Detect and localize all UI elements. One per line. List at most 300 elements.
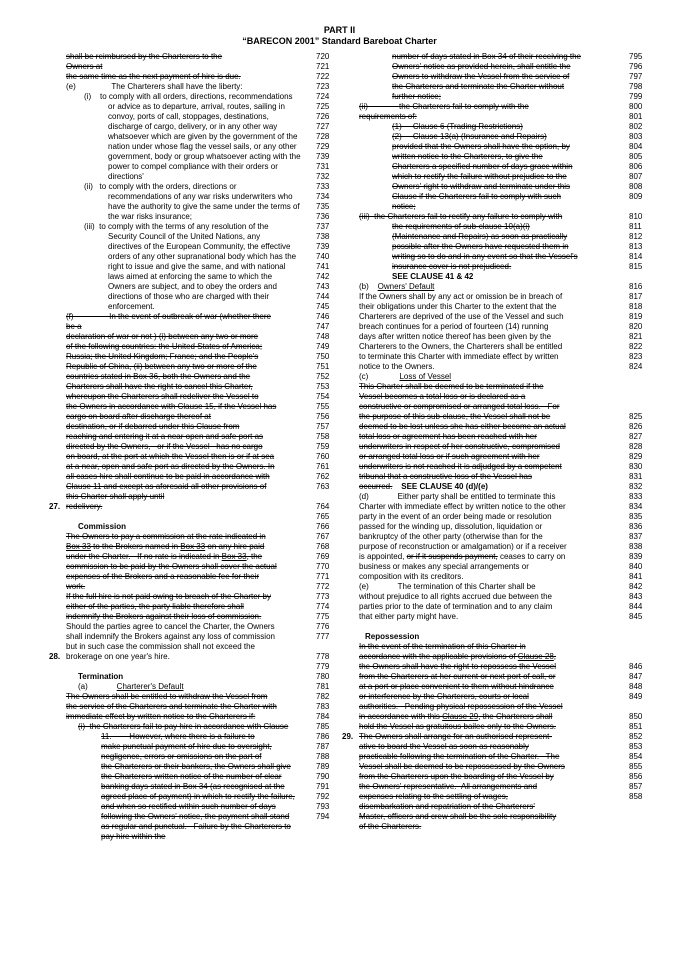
doc-line xyxy=(66,462,334,472)
doc-line xyxy=(66,192,334,202)
doc-line xyxy=(66,732,334,742)
line-text: work. xyxy=(66,582,86,591)
doc-line xyxy=(66,112,334,122)
line-number: 835 xyxy=(629,512,643,521)
line-number: 735 xyxy=(316,202,330,211)
doc-line xyxy=(66,312,334,322)
doc-line xyxy=(359,632,651,642)
line-number: 721 xyxy=(316,62,330,71)
charter-title: “BARECON 2001” Standard Bareboat Charter xyxy=(242,36,437,46)
doc-line xyxy=(359,512,651,522)
line-number: 775 xyxy=(316,612,330,621)
line-number: 795 xyxy=(629,52,643,61)
line-text: that either party might have. xyxy=(359,612,459,621)
line-text: Owners' right to withdraw and terminate under this xyxy=(392,182,571,191)
line-number: 774 xyxy=(316,602,330,611)
line-number: 785 xyxy=(316,722,330,731)
doc-line xyxy=(66,472,334,482)
line-text: government, body or group whatsoever acting with the xyxy=(108,152,301,161)
line-text: Box 33 to the Brokers named in Box 33 on any hire paid xyxy=(66,542,265,551)
doc-line xyxy=(359,272,651,282)
doc-line xyxy=(359,62,651,72)
line-text: (b) Owners' Default xyxy=(359,282,435,291)
doc-line xyxy=(66,672,334,682)
doc-line xyxy=(49,502,334,512)
line-number: 849 xyxy=(629,692,643,701)
doc-line xyxy=(359,652,651,662)
line-number: 744 xyxy=(316,292,330,301)
doc-line xyxy=(359,662,651,672)
doc-line xyxy=(359,332,651,342)
doc-line xyxy=(66,592,334,602)
doc-line xyxy=(66,792,334,802)
line-text: constructive or compromised or arranged total loss. For xyxy=(359,402,560,411)
line-text: further notice; xyxy=(392,92,441,101)
line-number: 852 xyxy=(629,732,643,741)
line-number: 829 xyxy=(629,452,643,461)
line-number: 833 xyxy=(629,492,643,501)
line-text: Russia; the United Kingdom; France; and the People's xyxy=(66,352,259,361)
line-text: (Maintenance and Repairs) as soon as practically xyxy=(392,232,568,241)
line-number: 840 xyxy=(629,562,643,571)
line-text: writing so to do and in any event so that the Vessel's xyxy=(392,252,578,261)
doc-line xyxy=(359,472,651,482)
clause-number: 29. xyxy=(342,732,354,741)
line-text: brokerage on one year's hire. xyxy=(66,652,170,661)
doc-line xyxy=(359,752,651,762)
doc-line xyxy=(359,72,651,82)
clause-number: 28. xyxy=(49,652,61,661)
doc-line xyxy=(66,212,334,222)
doc-line xyxy=(359,682,651,692)
line-number: 857 xyxy=(629,782,643,791)
line-text: (1) Clause 6 (Trading Restrictions) xyxy=(392,122,523,131)
line-number: 780 xyxy=(316,672,330,681)
line-text: tribunal that a constructive loss of the Vessel has xyxy=(359,472,532,481)
line-number: 742 xyxy=(316,272,330,281)
line-text: provided that the Owners shall have the option, by xyxy=(392,142,570,151)
line-number: 758 xyxy=(316,432,330,441)
doc-line xyxy=(359,492,651,502)
doc-line xyxy=(359,622,651,632)
line-number: 778 xyxy=(316,652,330,661)
line-text: this Charter shall apply until xyxy=(66,492,165,501)
line-number: 819 xyxy=(629,312,643,321)
line-number: 753 xyxy=(316,382,330,391)
doc-line xyxy=(359,82,651,92)
doc-line xyxy=(359,822,651,832)
line-number: 838 xyxy=(629,542,643,551)
line-number: 731 xyxy=(316,162,330,171)
line-text: possible after the Owners have requested them in xyxy=(392,242,569,251)
doc-line xyxy=(359,432,651,442)
line-text: convoy, ports of call, stoppages, destinations, xyxy=(108,112,269,121)
line-text: notice; xyxy=(392,202,416,211)
doc-line xyxy=(66,612,334,622)
line-number: 797 xyxy=(629,72,643,81)
line-text: Charterers shall have the right to cancel this Charter, xyxy=(66,382,253,391)
line-number: 801 xyxy=(629,112,643,121)
line-text: The Owners shall be entitled to withdraw the Vessel from xyxy=(66,692,268,701)
line-text: (e) The termination of this Charter shall be xyxy=(359,582,536,591)
doc-line xyxy=(66,272,334,282)
doc-line xyxy=(359,342,651,352)
doc-line xyxy=(359,142,651,152)
line-text: business or makes any special arrangements or xyxy=(359,562,529,571)
line-number: 724 xyxy=(316,92,330,101)
doc-line xyxy=(66,432,334,442)
doc-line xyxy=(359,462,651,472)
doc-line xyxy=(66,742,334,752)
line-text: without prejudice to all rights accrued due between the xyxy=(359,592,553,601)
line-text: breach continues for a period of fourteen (14) running xyxy=(359,322,549,331)
doc-line xyxy=(66,622,334,632)
doc-line xyxy=(66,552,334,562)
doc-line xyxy=(66,572,334,582)
line-text: following the Owners' notice, the payment shall stand xyxy=(101,812,290,821)
line-number: 793 xyxy=(316,802,330,811)
line-number: 830 xyxy=(629,462,643,471)
line-text: the requirements of sub-clause 10(a)(i) xyxy=(392,222,530,231)
line-text: countries stated in Box 36, both the Owners and the xyxy=(66,372,251,381)
line-number: 760 xyxy=(316,452,330,461)
line-number: 796 xyxy=(629,62,643,71)
doc-line xyxy=(359,112,651,122)
doc-line xyxy=(359,262,651,272)
line-text: the service of the Charterers and terminate the Charter with xyxy=(66,702,277,711)
line-number: 743 xyxy=(316,282,330,291)
line-number: 738 xyxy=(316,232,330,241)
line-text: (i) to comply with all orders, directions, recommendations xyxy=(84,92,293,101)
line-text: orders of any other supranational body which has the xyxy=(108,252,297,261)
line-number: 817 xyxy=(629,292,643,301)
line-text: in accordance with this Clause 29, the Charterers shall xyxy=(359,712,553,721)
line-text: right to issue and give the same, and with national xyxy=(108,262,286,271)
line-text: the Charterers or their bankers, the Owners shall give xyxy=(101,762,291,771)
line-text: (e) The Charterers shall have the liberty: xyxy=(66,82,243,91)
doc-line xyxy=(66,122,334,132)
line-text: indemnify the Brokers against their loss of commission. xyxy=(66,612,262,621)
line-number: 761 xyxy=(316,462,330,471)
line-text: or interference by the Charterers, courts or local xyxy=(359,692,529,701)
line-number: 720 xyxy=(316,52,330,61)
doc-line xyxy=(66,352,334,362)
doc-line xyxy=(359,402,651,412)
line-text: authorities. Pending physical repossession of the Vessel xyxy=(359,702,563,711)
line-number: 791 xyxy=(316,782,330,791)
line-text: hold the Vessel as gratuitous bailee only to the Owners. xyxy=(359,722,557,731)
doc-line xyxy=(359,172,651,182)
doc-line xyxy=(66,372,334,382)
line-number: 845 xyxy=(629,612,643,621)
line-text: is appointed, or if it suspends payment, ceases to carry on xyxy=(359,552,566,561)
doc-line xyxy=(66,222,334,232)
line-number: 856 xyxy=(629,772,643,781)
doc-line xyxy=(66,682,334,692)
doc-line xyxy=(66,822,334,832)
doc-line xyxy=(359,562,651,572)
doc-line xyxy=(359,192,651,202)
line-text: make punctual payment of hire due to oversight, xyxy=(101,742,272,751)
line-text: the Owners in accordance with Clause 15, if the Vessel has xyxy=(66,402,277,411)
line-text: on board, at the port at which the Vessel then is or if at sea xyxy=(66,452,275,461)
line-number: 768 xyxy=(316,542,330,551)
line-text: at a near, open and safe port as directed by the Owners. In xyxy=(66,462,275,471)
line-number: 748 xyxy=(316,332,330,341)
line-text: Charterers are deprived of the use of the Vessel and such xyxy=(359,312,564,321)
line-number: 767 xyxy=(316,532,330,541)
line-text: or arranged total loss or if such agreement with her xyxy=(359,452,540,461)
line-text: (iii) to comply with the terms of any resolution of the xyxy=(84,222,269,231)
line-text: nation under whose flag the vessel sails, or any other xyxy=(108,142,297,151)
line-text: be a xyxy=(66,322,82,331)
line-number: 826 xyxy=(629,422,643,431)
line-number: 784 xyxy=(316,712,330,721)
line-number: 808 xyxy=(629,182,643,191)
line-number: 746 xyxy=(316,312,330,321)
line-number: 844 xyxy=(629,602,643,611)
line-number: 762 xyxy=(316,472,330,481)
line-text: Security Council of the United Nations, any xyxy=(108,232,261,241)
doc-line xyxy=(66,782,334,792)
line-text: This Charter shall be deemed to be terminated if the xyxy=(359,382,544,391)
doc-line xyxy=(66,752,334,762)
line-text: which to rectify the failure without prejudice to the xyxy=(392,172,567,181)
line-text: from the Charterers at her current or next port of call, or xyxy=(359,672,556,681)
line-text: underwriters is not reached it is adjudged by a competent xyxy=(359,462,562,471)
doc-line xyxy=(359,312,651,322)
line-text: laws aimed at enforcing the same to which the xyxy=(108,272,273,281)
line-number: 802 xyxy=(629,122,643,131)
line-number: 822 xyxy=(629,342,643,351)
doc-line xyxy=(66,322,334,332)
line-text: passed for the winding up, dissolution, liquidation or xyxy=(359,522,543,531)
line-text: banking days stated in Box 34 (as recognised at the xyxy=(101,782,285,791)
line-text: directed by the Owners, or if the Vessel has no cargo xyxy=(66,442,263,451)
line-text: the Charterers and terminate the Charter without xyxy=(392,82,565,91)
doc-line xyxy=(359,692,651,702)
doc-line xyxy=(66,632,334,642)
doc-line xyxy=(66,722,334,732)
line-number: 729 xyxy=(316,142,330,151)
doc-line xyxy=(359,182,651,192)
line-number: 750 xyxy=(316,352,330,361)
line-number: 740 xyxy=(316,252,330,261)
line-text: The Owners to pay a commission at the rate indicated in xyxy=(66,532,266,541)
line-number: 732 xyxy=(316,172,330,181)
clause-number: 27. xyxy=(49,502,61,511)
line-text: 11. However, where there is a failure to xyxy=(101,732,255,741)
line-number: 821 xyxy=(629,332,643,341)
line-number: 779 xyxy=(316,662,330,671)
line-number: 749 xyxy=(316,342,330,351)
right-column xyxy=(342,52,651,842)
line-text: Owners to withdraw the Vessel from the service of xyxy=(392,72,570,81)
line-text: declaration of war or not ) (i) between any two or more xyxy=(66,332,259,341)
doc-line xyxy=(66,482,334,492)
line-number: 811 xyxy=(629,222,642,231)
line-number: 783 xyxy=(316,702,330,711)
line-text: directions' xyxy=(108,172,144,181)
doc-line xyxy=(359,162,651,172)
doc-line xyxy=(359,52,651,62)
line-number: 809 xyxy=(629,192,643,201)
line-number: 739 xyxy=(316,152,330,161)
line-text: under the Charter. If no rate is indicated in Box 33, the xyxy=(66,552,263,561)
line-text: (i) the Charterers fail to pay hire in accordance with Clause xyxy=(78,722,289,731)
line-number: 843 xyxy=(629,592,643,601)
line-number: 764 xyxy=(316,502,330,511)
line-number: 799 xyxy=(629,92,643,101)
line-number: 813 xyxy=(629,242,643,251)
line-number: 765 xyxy=(316,512,330,521)
line-number: 831 xyxy=(629,472,643,481)
line-number: 847 xyxy=(629,672,643,681)
doc-line xyxy=(359,522,651,532)
doc-line xyxy=(359,452,651,462)
doc-line xyxy=(66,172,334,182)
doc-line xyxy=(359,792,651,802)
line-text: underwriters in respect of her constructive, compromised xyxy=(359,442,560,451)
line-number: 733 xyxy=(316,182,330,191)
doc-line xyxy=(359,232,651,242)
line-text: enforcement. xyxy=(108,302,155,311)
doc-line xyxy=(66,522,334,532)
line-text: If the full hire is not paid owing to breach of the Charter by xyxy=(66,592,272,601)
line-number: 772 xyxy=(316,582,330,591)
doc-line xyxy=(66,812,334,822)
line-number: 752 xyxy=(316,372,330,381)
line-text: Charterers to the Owners, the Charterers shall be entitled xyxy=(359,342,563,351)
doc-line xyxy=(359,102,651,112)
line-text: have the authority to give the same under the terms of xyxy=(108,202,300,211)
line-number: 751 xyxy=(316,362,330,371)
line-text: If the Owners shall by any act or omission be in breach of xyxy=(359,292,563,301)
doc-line xyxy=(342,732,651,742)
line-text: the Charterers written notice of the number of clear xyxy=(101,772,282,781)
line-number: 734 xyxy=(316,192,330,201)
doc-line xyxy=(359,712,651,722)
doc-line xyxy=(66,292,334,302)
doc-line xyxy=(66,442,334,452)
doc-line xyxy=(359,352,651,362)
line-number: 781 xyxy=(316,682,330,691)
doc-line xyxy=(359,422,651,432)
line-text: Republic of China, (ii) between any two or more of the xyxy=(66,362,257,371)
line-text: the same time as the next payment of hire is due. xyxy=(66,72,241,81)
doc-line xyxy=(359,572,651,582)
doc-line xyxy=(66,412,334,422)
line-number: 854 xyxy=(629,752,643,761)
doc-line xyxy=(66,702,334,712)
doc-line xyxy=(66,662,334,672)
doc-line xyxy=(359,222,651,232)
line-text: Owners at xyxy=(66,62,103,71)
line-text: (d) Either party shall be entitled to terminate this xyxy=(359,492,556,501)
line-number: 789 xyxy=(316,762,330,771)
line-number: 755 xyxy=(316,402,330,411)
line-text: from the Charterers upon the boarding of the Vessel by xyxy=(359,772,554,781)
doc-line xyxy=(359,482,651,492)
line-text: (iii) the Charterers fail to rectify any failure to comply with xyxy=(359,212,563,221)
line-text: destination, or if debarred under this Clause from xyxy=(66,422,240,431)
line-text: accordance with the applicable provisions of Clause 28, xyxy=(359,652,557,661)
doc-line xyxy=(66,232,334,242)
line-number: 803 xyxy=(629,132,643,141)
line-number: 766 xyxy=(316,522,330,531)
line-text: SEE CLAUSE 41 & 42 xyxy=(392,272,474,281)
line-text: at a port or place convenient to them without hindrance xyxy=(359,682,554,691)
line-text: Termination xyxy=(78,672,124,681)
line-number: 855 xyxy=(629,762,643,771)
doc-line xyxy=(66,832,334,842)
document-header xyxy=(0,0,679,47)
line-text: discharge of cargo, delivery, or in any other way xyxy=(108,122,278,131)
line-text: but in such case the commission shall not exceed the xyxy=(66,642,255,651)
line-number: 726 xyxy=(316,112,330,121)
line-number: 848 xyxy=(629,682,643,691)
line-text: Should the parties agree to cancel the Charter, the Owners xyxy=(66,622,275,631)
doc-line xyxy=(66,162,334,172)
line-text: either of the parties, the party liable therefore shall xyxy=(66,602,244,611)
line-number: 836 xyxy=(629,522,643,531)
doc-line xyxy=(66,52,334,62)
line-number: 823 xyxy=(629,352,643,361)
doc-line xyxy=(66,392,334,402)
doc-line xyxy=(359,412,651,422)
line-number: 828 xyxy=(629,442,643,451)
line-number: 776 xyxy=(316,622,330,631)
doc-line xyxy=(66,302,334,312)
line-text: directions of those who are charged with their xyxy=(108,292,269,301)
line-number: 812 xyxy=(629,232,643,241)
doc-line xyxy=(359,552,651,562)
line-number: 787 xyxy=(316,742,330,751)
line-text: Owners are subject, and to obey the orders and xyxy=(108,282,277,291)
line-number: 741 xyxy=(316,262,330,271)
line-number: 722 xyxy=(316,72,330,81)
line-text: Clause if the Charterers fail to comply with such xyxy=(392,192,561,201)
line-text: Repossession xyxy=(365,632,420,641)
line-text: immediate effect by written notice to the Charterers if: xyxy=(66,712,256,721)
doc-line xyxy=(66,202,334,212)
line-text: and when so rectified within such number of days xyxy=(101,802,276,811)
doc-line xyxy=(66,712,334,722)
doc-line xyxy=(66,152,334,162)
line-text: of the following countries: the United States of America; xyxy=(66,342,263,351)
line-number: 798 xyxy=(629,82,643,91)
line-number: 790 xyxy=(316,772,330,781)
doc-line xyxy=(66,102,334,112)
doc-line xyxy=(66,242,334,252)
doc-line xyxy=(359,292,651,302)
line-number: 745 xyxy=(316,302,330,311)
doc-line xyxy=(66,142,334,152)
doc-line xyxy=(66,542,334,552)
doc-line xyxy=(359,382,651,392)
line-text: notice to the Owners. xyxy=(359,362,435,371)
line-number: 839 xyxy=(629,552,643,561)
doc-line xyxy=(359,612,651,622)
line-text: to terminate this Charter with immediate effect by written xyxy=(359,352,559,361)
doc-line xyxy=(66,92,334,102)
line-number: 807 xyxy=(629,172,643,181)
line-text: reaching and entering it at a near open and safe port as xyxy=(66,432,264,441)
line-text: redelivery. xyxy=(66,502,103,511)
doc-line xyxy=(359,542,651,552)
doc-line xyxy=(359,122,651,132)
line-text: or advice as to departure, arrival, routes, sailing in xyxy=(108,102,285,111)
